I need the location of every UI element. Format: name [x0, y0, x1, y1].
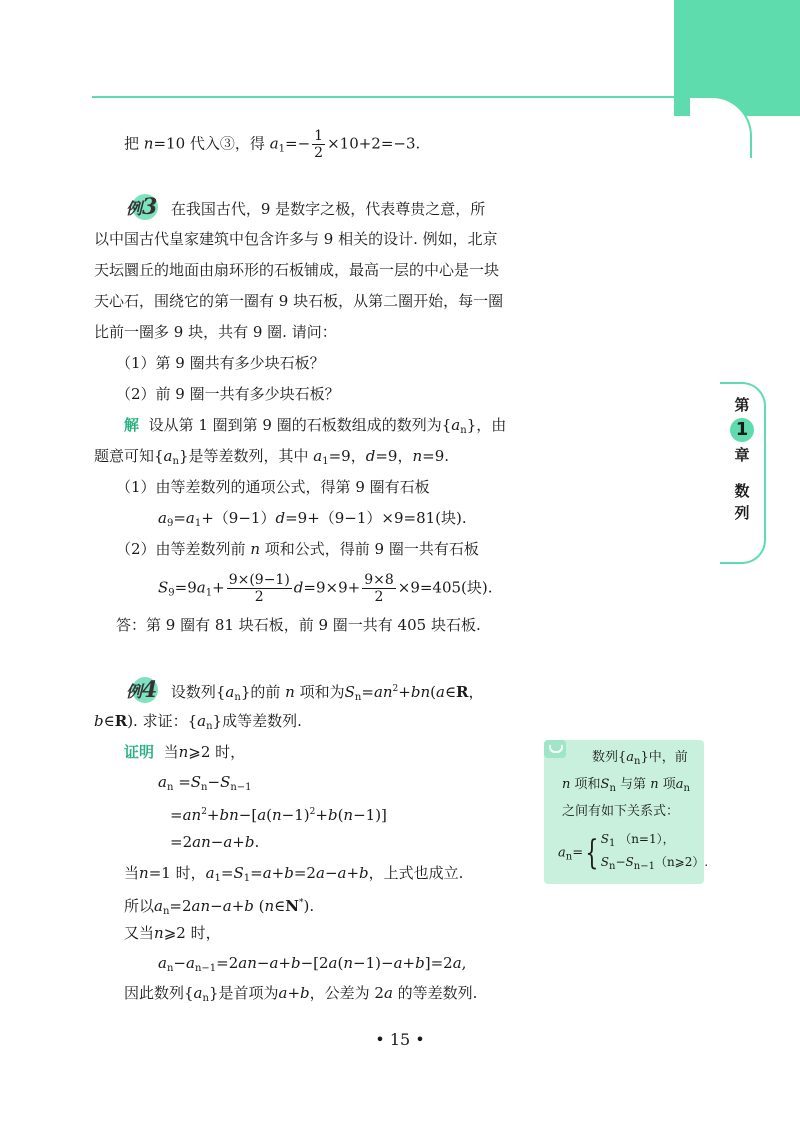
- left-brace-icon: {: [585, 833, 599, 873]
- chapter-title-2: 列: [734, 504, 750, 522]
- example-3-formula-1: $a_9=a_1+(9-1)d=9+(9-1)\times 9=81$(块).: [158, 509, 467, 529]
- example-4-para-1: 例4 设数列$\{a_n\}$的前 n 项和为$S_n=an^2+bn(a\in R$，: [122, 678, 484, 709]
- example-3-solution-2: 题意可知$\{a_n\}$是等差数列，其中 $a_1=9$，d=9，n=9.: [94, 447, 450, 467]
- chapter-suffix: 章: [734, 446, 750, 464]
- header-tab-joint: [750, 96, 800, 116]
- chapter-title-1: 数: [734, 482, 750, 500]
- example-3-solution-4: （2）由等差数列前 n 项和公式，得前 9 圈一共有石板: [116, 540, 479, 558]
- example-3-para-1: 例3 在我国古代，9 是数字之极，代表尊贵之意，所: [122, 196, 485, 220]
- solution-label: 解: [124, 416, 140, 434]
- example-3-formula-2: $S_9=9a_1+$ $\frac{9\times(9-1)}{2}$ d=9×9+ $\frac{9\times 8}{2}$ ×9=405(块).: [158, 572, 493, 605]
- example-3-label: 例3: [122, 196, 161, 220]
- header-rule: [92, 96, 712, 98]
- example-3-para-5: 比前一圈多 9 块，共有 9 圈. 请问：: [94, 323, 337, 341]
- note-icon: [544, 740, 566, 758]
- proof-line-3: $=an^2+bn-[a(n-1)^2+b(n-1)]$: [170, 806, 387, 824]
- proof-line-7: 又当n⩾2 时，: [124, 924, 221, 942]
- proof-line-6: 所以$a_n=2an-a+b$ (n∈N*).: [124, 897, 315, 917]
- note-formula: $a_n=${ $S_1$ （n=1）， $S_n-S_{n-1}(n⩾2)$.: [558, 832, 709, 873]
- proof-line-2: $a_n =S_n-S_{n-1}$: [158, 773, 252, 793]
- proof-line-5: 当n=1 时，$a_1=S_1=a+b=2a-a+b$，上式也成立.: [124, 864, 464, 884]
- chapter-sidebar: [720, 382, 766, 564]
- chapter-prefix: 第: [734, 396, 750, 414]
- fraction: $\frac{9\times(9-1)}{2}$: [228, 572, 290, 605]
- proof-label: 证明: [124, 743, 155, 761]
- example-3-answer: 答：第 9 圈有 81 块石板，前 9 圈一共有 405 块石板.: [116, 616, 481, 634]
- chapter-label: [720, 394, 764, 524]
- proof-line-8: $a_n-a_{n-1}=2an-a+b-[2a(n-1)-a+b]=2a$,: [158, 954, 467, 974]
- fraction: $\frac{9\times 8}{2}$: [364, 572, 394, 605]
- example-4-label: 例4: [122, 679, 161, 703]
- example-3-question-2: （2）前 9 圈一共有多少块石板？: [116, 385, 340, 403]
- top-line: 把 n=10 代入③，得 $a_1=-$ $\frac{1}{2}$ ×10+2=−3.: [124, 128, 421, 161]
- proof-line-9: 因此数列$\{a_n\}$是首项为a+b，公差为 2a 的等差数列.: [124, 984, 478, 1004]
- fraction: $\frac{1}{2}$: [314, 128, 324, 161]
- page-number: • 15 •: [375, 1030, 425, 1049]
- chapter-number: 1: [730, 418, 754, 442]
- proof-line-1: 证明 当n⩾2 时，: [124, 743, 246, 761]
- example-3-para-4: 天心石，围绕它的第一圈有 9 块石板，从第二圈开始，每一圈: [94, 292, 504, 310]
- example-3-question-1: （1）第 9 圈共有多少块石板？: [116, 354, 325, 372]
- example-4-para-2: b∈R). 求证：$\{a_n\}$成等差数列.: [94, 712, 302, 732]
- example-3-solution-3: （1）由等差数列的通项公式，得第 9 圈有石板: [116, 478, 430, 496]
- proof-line-4: =2an−a+b.: [170, 833, 260, 851]
- note-line-3: 之间有如下关系式：: [562, 804, 680, 819]
- example-3-para-2: 以中国古代皇家建筑中包含许多与 9 相关的设计. 例如，北京: [94, 230, 498, 248]
- note-line-1: 数列$\{a_n\}$中，前: [592, 750, 688, 767]
- note-line-2: n 项和$S_n$ 与第 n 项$a_n$: [562, 777, 690, 794]
- example-3-solution-1: 解 设从第 1 圈到第 9 圈的石板数组成的数列为$\{a_n\}$，由: [124, 416, 507, 436]
- example-3-para-3: 天坛圜丘的地面由扇环形的石板铺成，最高一层的中心是一块: [94, 261, 500, 279]
